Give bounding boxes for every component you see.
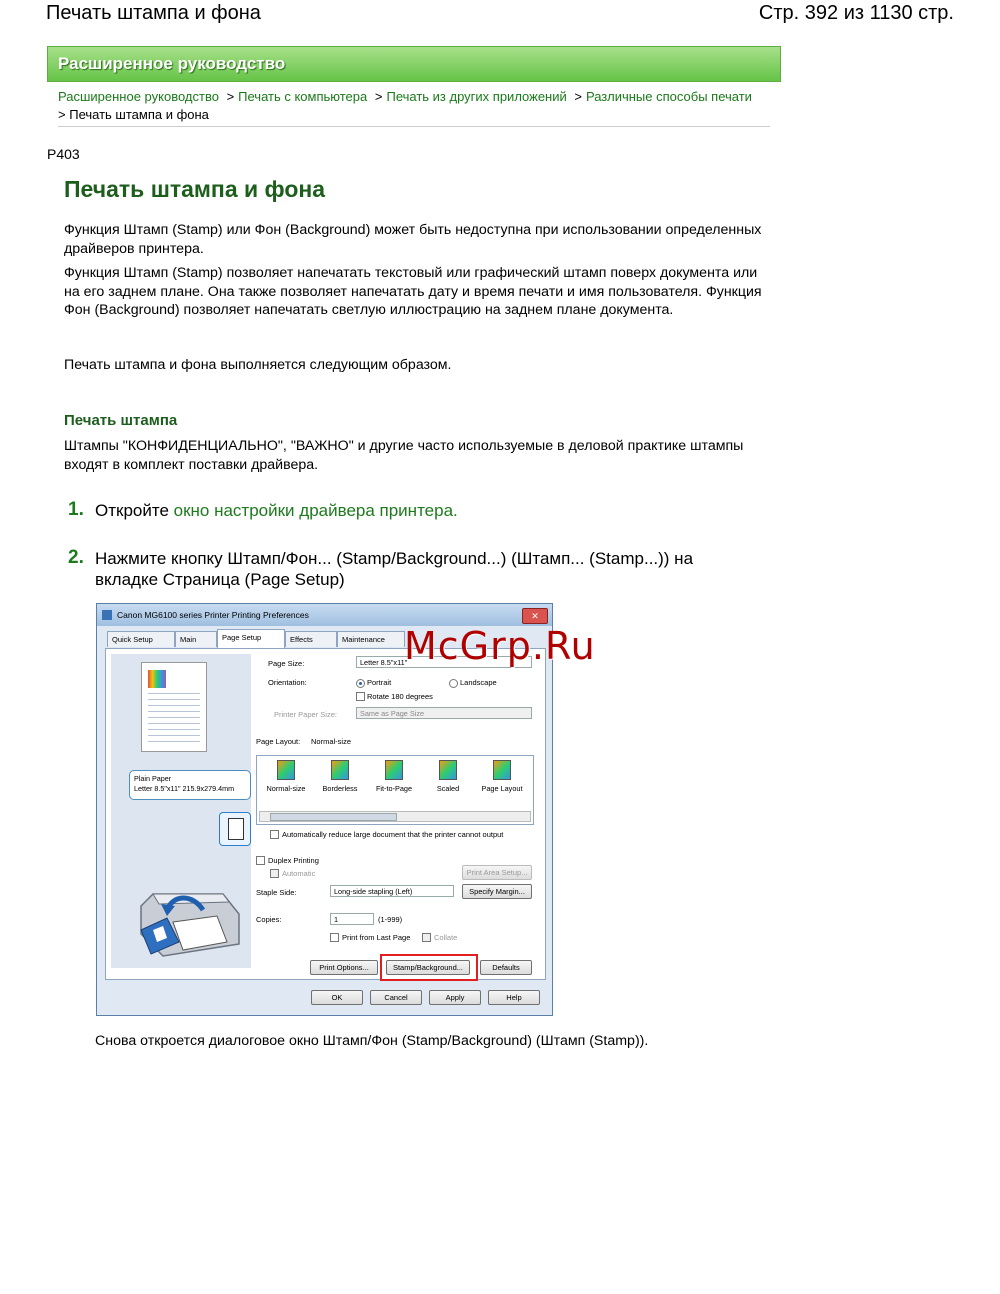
breadcrumb-link-print-methods[interactable]: Различные способы печати xyxy=(585,89,752,104)
layout-label: Scaled xyxy=(436,784,460,793)
staple-side-label: Staple Side: xyxy=(256,888,297,897)
fit-to-page-icon xyxy=(385,760,403,780)
auto-reduce-checkbox[interactable] xyxy=(270,830,279,839)
layout-borderless[interactable] xyxy=(315,760,365,793)
rotate-checkbox[interactable] xyxy=(356,692,365,701)
paragraph-availability: Функция Штамп (Stamp) или Фон (Background) может быть недоступна при использовании определенных драйверов принтера. xyxy=(64,222,762,257)
print-area-setup-button[interactable]: Print Area Setup... xyxy=(462,865,532,880)
scaled-icon xyxy=(439,760,457,780)
header-title: Печать штампа и фона xyxy=(46,2,261,24)
breadcrumb-separator: > xyxy=(374,89,383,104)
copies-range: (1-999) xyxy=(378,915,403,924)
layout-page-layout[interactable] xyxy=(477,760,527,793)
layout-scaled[interactable] xyxy=(423,760,473,793)
page-id: P403 xyxy=(47,146,80,162)
page-layout-label: Page Layout: xyxy=(256,737,301,746)
automatic-label: Automatic xyxy=(282,869,316,878)
tab-page-setup[interactable]: Page Setup xyxy=(217,629,285,648)
stamp-background-button[interactable]: Stamp/Background... xyxy=(386,960,470,975)
layout-label: Normal-size xyxy=(266,784,306,793)
tab-effects[interactable]: Effects xyxy=(285,631,337,647)
step-number: 2. xyxy=(68,547,84,568)
preview-line xyxy=(148,693,200,694)
layout-label: Borderless xyxy=(322,784,358,793)
tab-maintenance[interactable]: Maintenance xyxy=(337,631,405,647)
printer-paper-size-select[interactable]: Same as Page Size xyxy=(356,707,532,719)
duplex-checkbox[interactable] xyxy=(256,856,265,865)
step-2-text: Нажмите кнопку Штамп/Фон... (Stamp/Background...) (Штамп... (Stamp...)) на вкладке Страница (Page Setup) xyxy=(95,549,694,589)
landscape-radio[interactable] xyxy=(449,679,458,688)
breadcrumb xyxy=(58,88,778,124)
page-layout-value: Normal-size xyxy=(311,737,352,746)
printer-paper-size-label: Printer Paper Size: xyxy=(274,710,337,719)
paper-type: Plain Paper xyxy=(134,774,172,783)
paper-info-box xyxy=(129,770,251,800)
watermark: McGrp.Ru xyxy=(404,624,596,668)
page-layout-list xyxy=(256,755,534,825)
collate-label: Collate xyxy=(434,933,458,942)
collate-checkbox[interactable] xyxy=(422,933,431,942)
ok-button[interactable]: OK xyxy=(311,990,363,1005)
paper-size-info: Letter 8.5"x11" 215.9x279.4mm xyxy=(134,784,235,793)
breadcrumb-link-print-from-computer[interactable]: Печать с компьютера xyxy=(238,89,368,104)
caption: Снова откроется диалоговое окно Штамп/Фон (Stamp/Background) (Штамп (Stamp)). xyxy=(95,1033,649,1049)
auto-reduce-label: Automatically reduce large document that the printer cannot output xyxy=(282,830,504,839)
page-size-select[interactable]: Letter 8.5"x11" xyxy=(356,656,532,668)
breadcrumb-separator: > xyxy=(574,89,582,104)
orientation-preview xyxy=(219,812,251,846)
normal-size-icon xyxy=(277,760,295,780)
copies-input[interactable]: 1 xyxy=(330,913,374,925)
print-options-button[interactable]: Print Options... xyxy=(310,960,378,975)
page-title: Печать штампа и фона xyxy=(64,176,326,202)
tab-quick-setup[interactable]: Quick Setup xyxy=(107,631,175,647)
cancel-button[interactable]: Cancel xyxy=(370,990,422,1005)
page-size-label: Page Size: xyxy=(268,659,305,668)
staple-side-select[interactable]: Long-side stapling (Left) xyxy=(330,885,454,897)
preview-line xyxy=(148,735,200,736)
dialog-title: Canon MG6100 series Printer Printing Preferences xyxy=(117,610,309,620)
layout-scrollbar[interactable] xyxy=(259,811,531,822)
portrait-radio[interactable] xyxy=(356,679,365,688)
printer-illustration xyxy=(133,864,245,960)
scrollbar-thumb[interactable] xyxy=(270,813,397,821)
page-counter: Стр. 392 из 1130 стр. xyxy=(758,2,954,24)
paper-preview xyxy=(141,662,207,752)
preview-line xyxy=(148,723,200,724)
print-from-last-label: Print from Last Page xyxy=(342,933,411,942)
borderless-icon xyxy=(331,760,349,780)
automatic-checkbox[interactable] xyxy=(270,869,279,878)
step-number: 1. xyxy=(68,499,84,520)
duplex-label: Duplex Printing xyxy=(268,856,319,865)
breadcrumb-link-advanced-guide[interactable]: Расширенное руководство xyxy=(58,89,219,104)
layout-label: Fit-to-Page xyxy=(375,784,413,793)
paragraph-intro: Печать штампа и фона выполняется следующим образом. xyxy=(64,357,452,373)
print-from-last-checkbox[interactable] xyxy=(330,933,339,942)
help-button[interactable]: Help xyxy=(488,990,540,1005)
section-title: Печать штампа xyxy=(64,412,178,429)
apply-button[interactable]: Apply xyxy=(429,990,481,1005)
step-1-text xyxy=(95,500,755,521)
step-1-label: Откройте xyxy=(95,501,174,520)
page-layout-icon xyxy=(493,760,511,780)
orientation-label: Orientation: xyxy=(268,678,307,687)
paragraph-description: Функция Штамп (Stamp) позволяет напечатать текстовый или графический штамп поверх документа или на его заднем плане. Она также позволяет напечатать дату и время печати и имя пользователя. Функция Фон (Background) позволяет напечатать светлую иллюстрацию на заднем плане документа. xyxy=(64,265,762,318)
preview-line xyxy=(148,729,200,730)
close-button[interactable]: ✕ xyxy=(522,608,548,624)
highlight-frame xyxy=(380,954,478,981)
dialog-titlebar xyxy=(97,604,552,626)
section-text: Штампы "КОНФИДЕНЦИАЛЬНО", "ВАЖНО" и другие часто используемые в деловой практике штампы входят в комплект поставки драйвера. xyxy=(64,438,744,473)
copies-label: Copies: xyxy=(256,915,282,924)
preview-line xyxy=(148,717,200,718)
preview-line xyxy=(148,711,200,712)
tab-main[interactable]: Main xyxy=(175,631,217,647)
breadcrumb-separator: > xyxy=(58,107,66,122)
layout-label: Page Layout xyxy=(481,784,523,793)
portrait-label: Portrait xyxy=(367,678,392,687)
preview-area xyxy=(111,654,251,968)
banner-label: Расширенное руководство xyxy=(58,54,286,73)
divider xyxy=(58,126,770,127)
landscape-label: Landscape xyxy=(460,678,497,687)
layout-fit-to-page[interactable] xyxy=(369,760,419,793)
breadcrumb-current: Печать штампа и фона xyxy=(69,107,209,122)
layout-normal-size[interactable] xyxy=(261,760,311,793)
preview-line xyxy=(148,705,200,706)
page-setup-panel xyxy=(105,648,546,980)
section-banner xyxy=(47,46,781,82)
specify-margin-button[interactable]: Specify Margin... xyxy=(462,884,532,899)
rotate-label: Rotate 180 degrees xyxy=(367,692,433,701)
driver-settings-link[interactable]: окно настройки драйвера принтера. xyxy=(173,501,458,520)
printer-icon xyxy=(102,610,112,620)
defaults-button[interactable]: Defaults xyxy=(480,960,532,975)
preview-image xyxy=(148,670,166,688)
preview-line xyxy=(148,741,200,742)
preview-line xyxy=(148,699,200,700)
breadcrumb-link-other-apps[interactable]: Печать из других приложений xyxy=(386,89,567,104)
breadcrumb-separator: > xyxy=(226,89,235,104)
